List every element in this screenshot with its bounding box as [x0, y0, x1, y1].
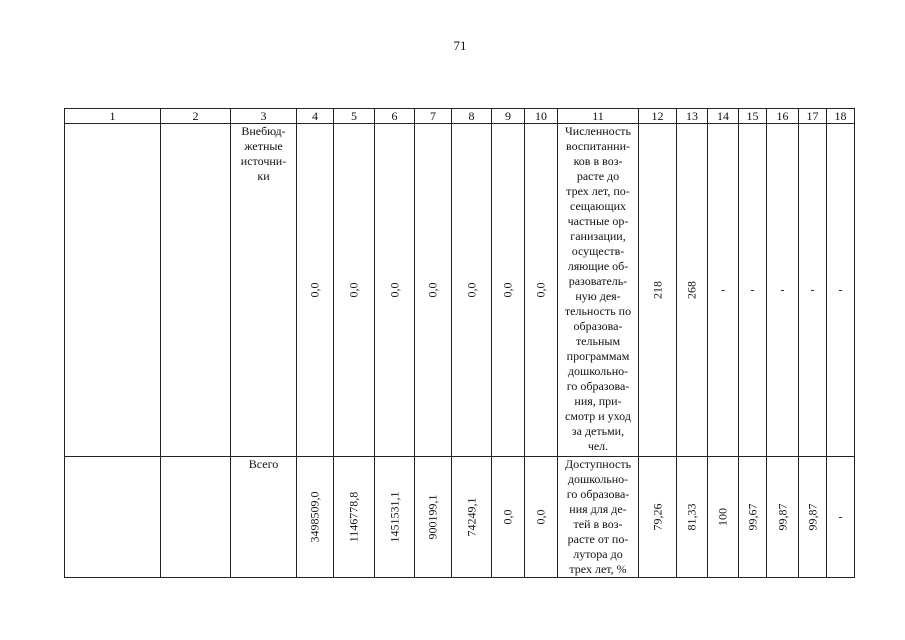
value-cell — [767, 457, 799, 578]
indicator-value: 99,87 — [775, 503, 789, 531]
indicator-cell — [558, 124, 639, 457]
value-cell — [677, 457, 708, 578]
amount-value: 74249,1 — [464, 497, 478, 537]
amount-cell — [334, 124, 375, 457]
column-number: 9 — [492, 109, 525, 124]
column-number: 7 — [415, 109, 452, 124]
indicator-text: Численность воспитанни- ков в воз- расте до трех лет, по- сещающих частные ор- ганизации, осуществ- ляющие об- разователь- ную дея- тельность по образова- тельным программам дошкольно- го образова- ния, при- смотр и уход за детьми, чел. — [564, 124, 632, 453]
value-cell — [799, 124, 827, 457]
indicator-value: - — [838, 509, 843, 524]
indicator-value: 99,67 — [745, 503, 759, 531]
column-number: 18 — [827, 109, 855, 124]
indicator-value: 81,33 — [684, 503, 699, 531]
funding-source-cell — [231, 124, 297, 457]
value-cell — [739, 457, 767, 578]
empty-cell — [161, 457, 231, 578]
value-cell — [639, 457, 677, 578]
amount-value: 1451531,1 — [387, 491, 401, 543]
indicator-value: - — [838, 282, 843, 297]
amount-value: 3498509,0 — [307, 491, 322, 543]
value-cell — [708, 124, 739, 457]
indicator-value: 79,26 — [650, 503, 664, 531]
value-cell — [799, 457, 827, 578]
value-cell — [639, 124, 677, 457]
indicator-text: Доступность дошкольно- го образова- ния для де- тей в воз- расте от по- лутора до трех лет, % — [564, 457, 632, 576]
column-number: 15 — [739, 109, 767, 124]
amount-cell — [375, 457, 415, 578]
amount-cell — [334, 457, 375, 578]
amount-cell — [415, 457, 452, 578]
amount-value: 0,0 — [387, 282, 401, 298]
funding-source-cell — [231, 457, 297, 578]
column-number: 2 — [161, 109, 231, 124]
value-cell — [827, 124, 855, 457]
column-number: 3 — [231, 109, 297, 124]
indicator-value: - — [750, 282, 755, 297]
column-number: 12 — [639, 109, 677, 124]
column-number: 16 — [767, 109, 799, 124]
amount-value: 0,0 — [307, 282, 322, 298]
empty-cell — [65, 457, 161, 578]
column-number: 17 — [799, 109, 827, 124]
value-cell — [739, 124, 767, 457]
column-number: 4 — [297, 109, 334, 124]
amount-value: 0,0 — [346, 282, 361, 298]
data-table — [64, 108, 855, 578]
amount-value: 0,0 — [533, 282, 548, 298]
amount-cell — [415, 124, 452, 457]
amount-value: 1146778,8 — [346, 491, 361, 543]
value-cell — [708, 457, 739, 578]
indicator-value: 99,87 — [805, 503, 819, 531]
table-row — [65, 124, 855, 457]
amount-cell — [525, 457, 558, 578]
amount-cell — [297, 457, 334, 578]
indicator-value: - — [721, 282, 725, 297]
amount-cell — [375, 124, 415, 457]
amount-cell — [492, 457, 525, 578]
indicator-cell — [558, 457, 639, 578]
column-number: 10 — [525, 109, 558, 124]
value-cell — [827, 457, 855, 578]
amount-cell — [525, 124, 558, 457]
amount-value: 0,0 — [533, 509, 548, 525]
amount-cell — [452, 124, 492, 457]
amount-value: 0,0 — [500, 282, 515, 298]
value-cell — [767, 124, 799, 457]
amount-value: 900199,1 — [425, 494, 440, 540]
amount-value: 0,0 — [500, 509, 515, 525]
column-number: 5 — [334, 109, 375, 124]
column-number: 6 — [375, 109, 415, 124]
empty-cell — [65, 124, 161, 457]
column-number: 1 — [65, 109, 161, 124]
value-cell — [677, 124, 708, 457]
empty-cell — [161, 124, 231, 457]
column-number: 14 — [708, 109, 739, 124]
column-number: 8 — [452, 109, 492, 124]
indicator-value: 100 — [715, 508, 730, 526]
indicator-value: 218 — [650, 281, 664, 299]
amount-value: 0,0 — [464, 282, 478, 298]
column-number: 13 — [677, 109, 708, 124]
column-number-row — [65, 109, 855, 124]
page-number: 71 — [453, 38, 467, 53]
amount-value: 0,0 — [425, 282, 440, 298]
amount-cell — [452, 457, 492, 578]
table-row — [65, 457, 855, 578]
amount-cell — [297, 124, 334, 457]
funding-source: Внебюд- жетные источни- ки — [240, 124, 287, 183]
indicator-value: - — [780, 282, 785, 297]
indicator-value: 268 — [684, 281, 699, 299]
column-number: 11 — [558, 109, 639, 124]
indicator-value: - — [810, 282, 815, 297]
amount-cell — [492, 124, 525, 457]
funding-source: Всего — [248, 457, 279, 471]
